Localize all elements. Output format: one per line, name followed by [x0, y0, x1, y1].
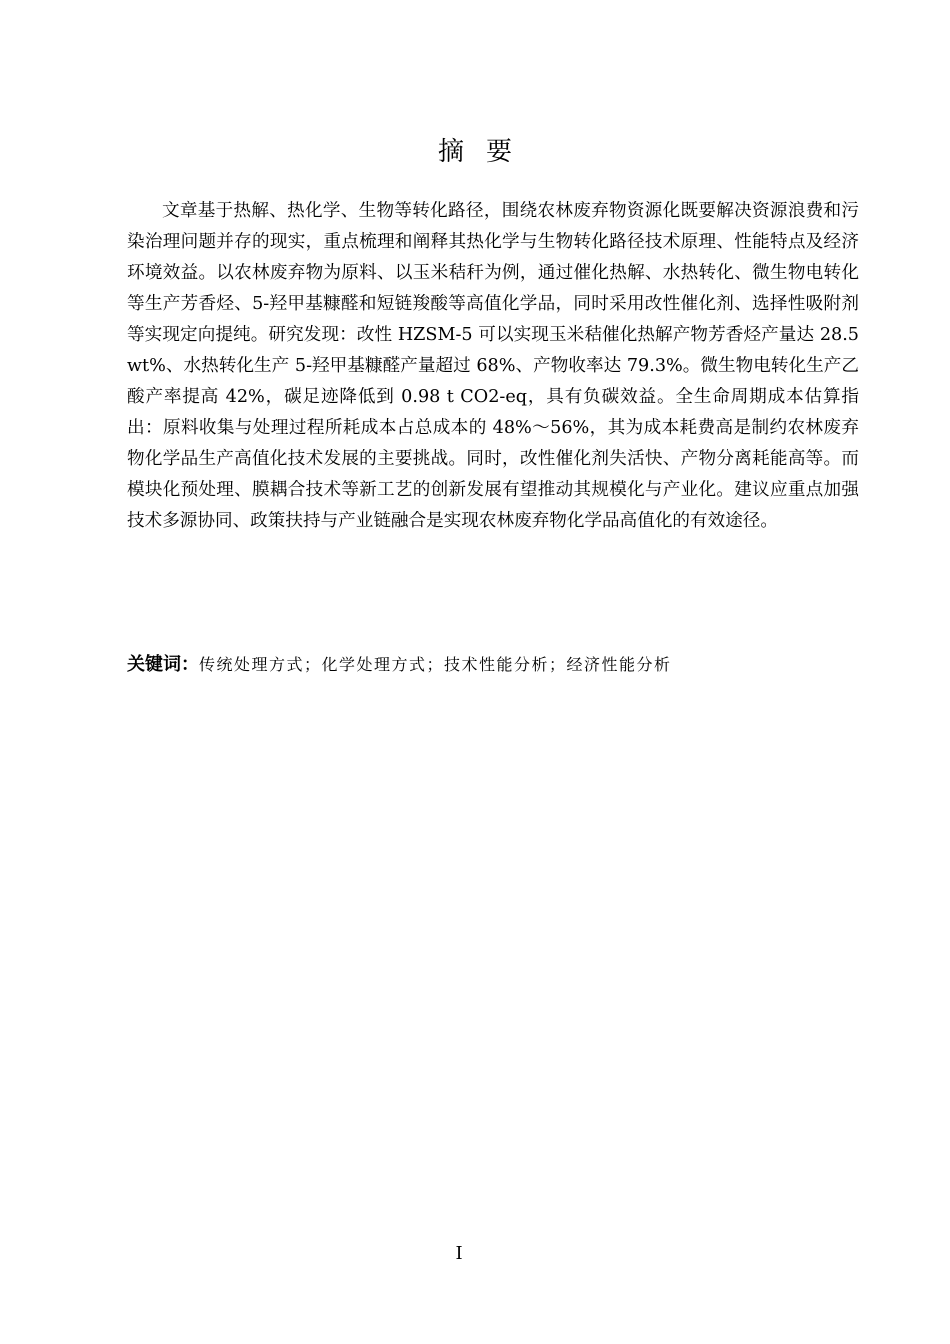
keywords-line: [127, 650, 859, 680]
abstract-body: 文章基于热解、热化学、生物等转化路径，围绕农林废弃物资源化既要解决资源浪费和污染治理问题并存的现实，重点梳理和阐释其热化学与生物转化路径技术原理、性能特点及经济环境效益。以农林废弃物为原料、以玉米秸秆为例，通过催化热解、水热转化、微生物电转化等生产芳香烃、5-羟甲基糠醛和短链羧酸等高值化学品，同时采用改性催化剂、选择性吸附剂等实现定向提纯。研究发现：改性 HZSM-5 可以实现玉米秸催化热解产物芳香烃产量达 28.5 wt%、水热转化生产 5-羟甲基糠醛产量超过 68%、产物收率达 79.3%。微生物电转化生产乙酸产率提高 42%，碳足迹降低到 0.98 t CO2-eq，具有负碳效益。全生命周期成本估算指出：原料收集与处理过程所耗成本占总成本的 48%～56%，其为成本耗费高是制约农林废弃物化学品生产高值化技术发展的主要挑战。同时，改性催化剂失活快、产物分离耗能高等。而模块化预处理、膜耦合技术等新工艺的创新发展有望推动其规模化与产业化。建议应重点加强技术多源协同、政策扶持与产业链融合是实现农林废弃物化学品高值化的有效途径。: [127, 201, 859, 531]
keywords-list: 传统处理方式；化学处理方式；技术性能分析；经济性能分析: [199, 655, 672, 674]
page-number: I: [455, 1243, 463, 1264]
abstract-title: 摘要: [437, 137, 534, 167]
keywords-label: 关键词：: [127, 654, 199, 675]
